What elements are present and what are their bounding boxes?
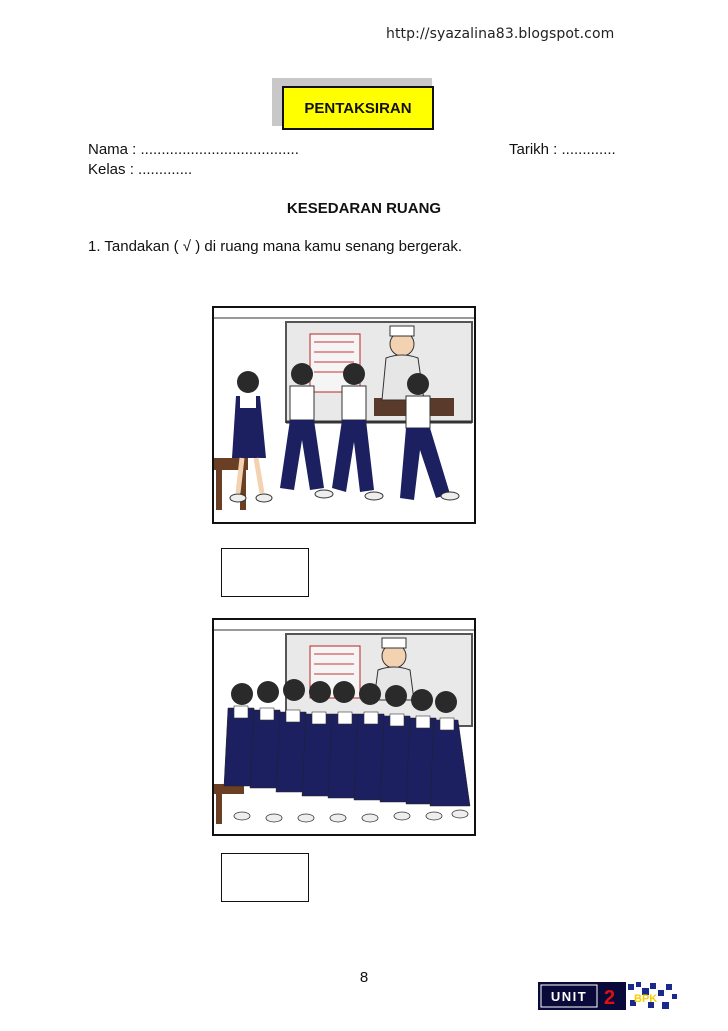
tick-box-2[interactable] <box>221 853 309 902</box>
blog-url: http://syazalina83.blogspot.com <box>386 26 615 42</box>
question-text: 1. Tandakan ( √ ) di ruang mana kamu senang bergerak. <box>88 238 463 255</box>
unit-label: UNIT <box>550 989 588 1004</box>
name-field: Nama : ...................................... <box>88 141 299 158</box>
unit-logo-graphic <box>538 980 678 1012</box>
date-field: Tarikh : ............. <box>509 141 616 158</box>
unit-2-bpk-logo <box>538 980 678 1012</box>
assessment-badge-label: PENTAKSIRAN <box>304 100 412 117</box>
section-title: KESEDARAN RUANG <box>286 200 442 217</box>
illustration-spacious-room <box>212 306 476 524</box>
assessment-badge <box>282 86 434 130</box>
crowded-room-drawing <box>214 620 474 834</box>
class-field: Kelas : ............. <box>88 161 193 178</box>
illustration-crowded-room <box>212 618 476 836</box>
bpk-brand: BPK <box>634 993 658 1005</box>
spacious-room-drawing <box>214 308 474 522</box>
unit-number: 2 <box>604 987 616 1009</box>
page-number: 8 <box>359 969 369 986</box>
tick-box-1[interactable] <box>221 548 309 597</box>
